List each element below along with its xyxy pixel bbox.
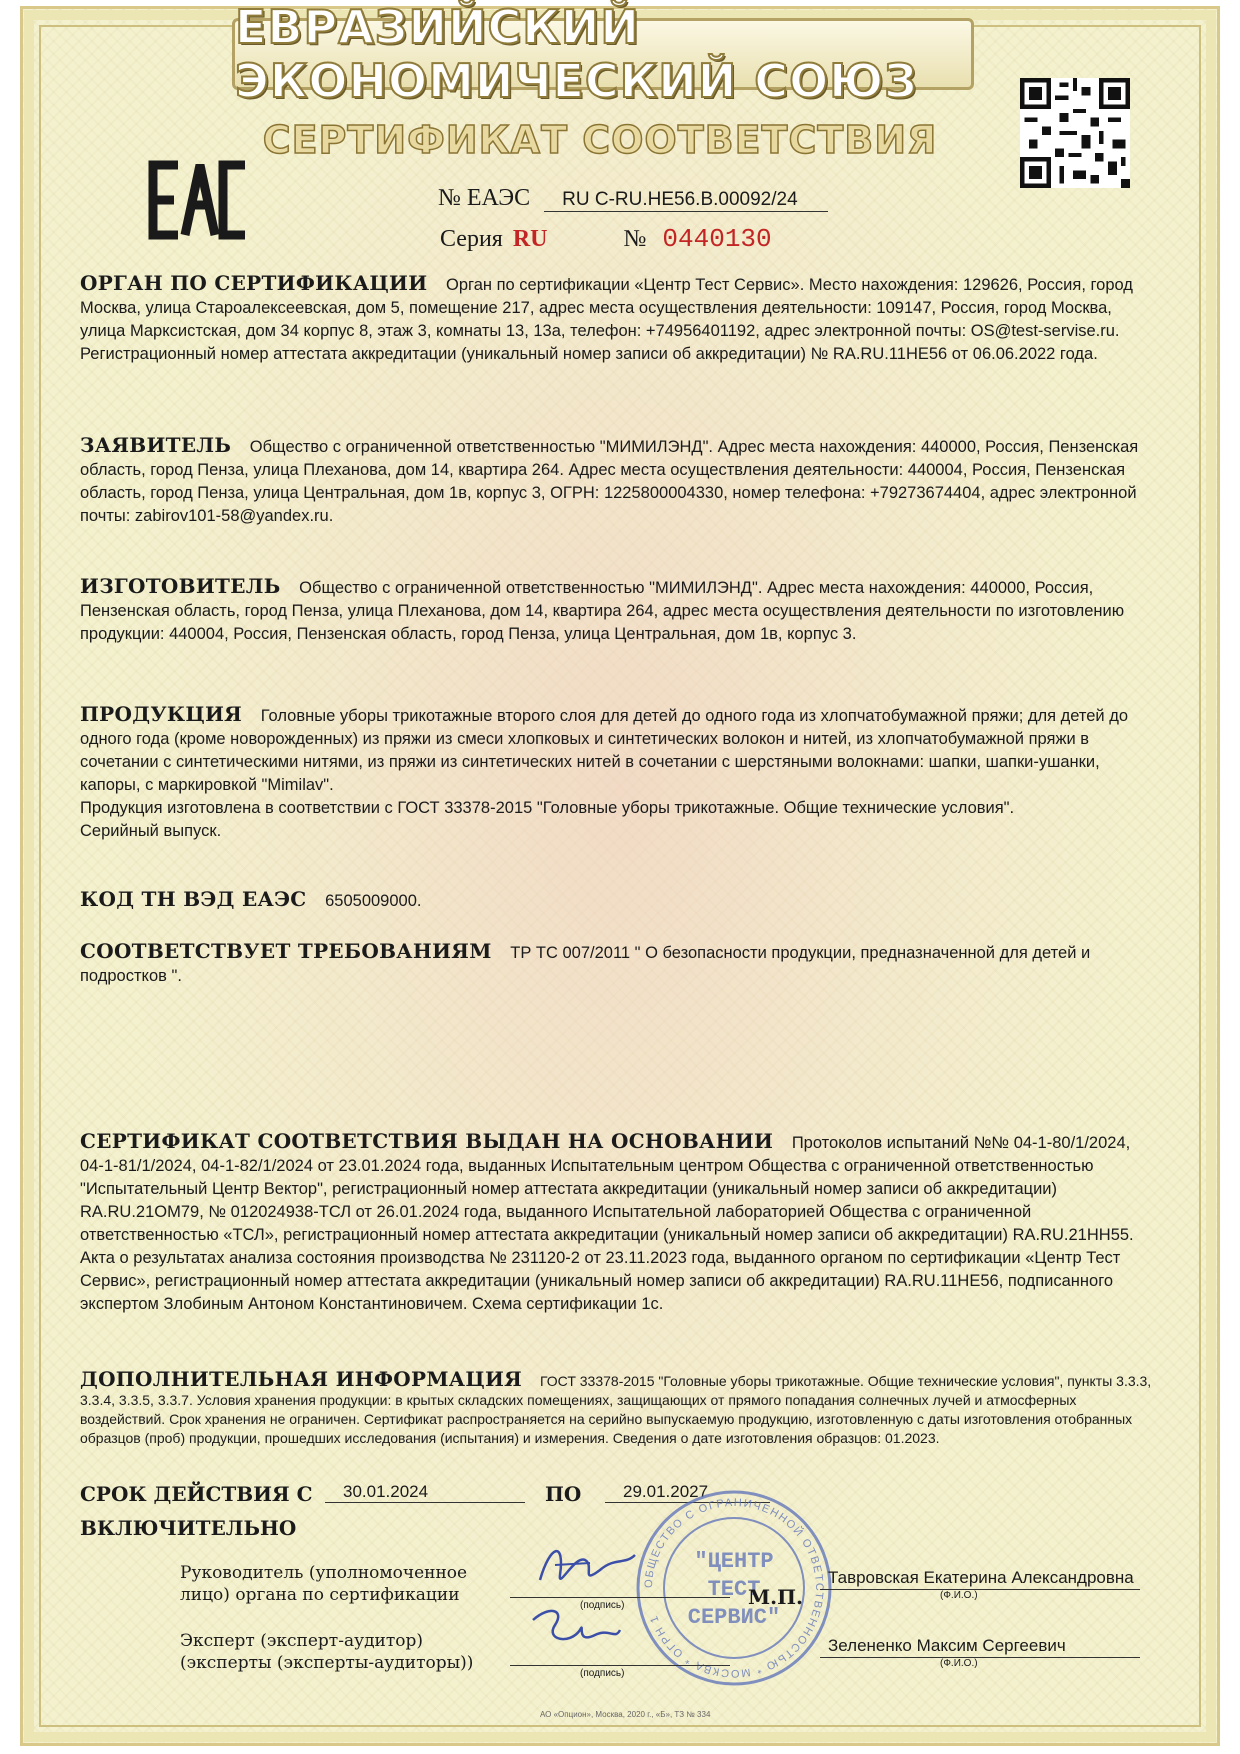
section-applicant [80,434,1158,528]
section-label: ПРОДУКЦИЯ [80,702,243,726]
eac-logo [148,160,248,240]
name-line [820,1657,1140,1658]
section-text: ГОСТ 33378-2015 "Головные уборы трикотажные. Общие технические условия", пункты 3.3.3, 3.3.4, 3.3.5, 3.3.7. Условия хранения продукции: в крытых складских помещениях, защищающих от прямого попадания солнечных лучей и атмосферных воздействий. Срок хранения не ограничен. Сертификат распространяется на серийно выпускаемую продукцию, изготовленную с даты изготовления отобранных образцов (проб) продукции, прошедших исследования (испытания) и измерения. Сведения о дате изготовления образцов: 01.2023. [80,1373,1152,1446]
fio-caption: (Ф.И.О.) [940,1590,978,1601]
certificate-number: RU C-RU.HE56.B.00092/24 [544,189,828,212]
fio-caption: (Ф.И.О.) [940,1658,978,1669]
section-text: 6505009000. [325,892,422,910]
inclusive-label: ВКЛЮЧИТЕЛЬНО [80,1516,297,1540]
product-release-type: Серийный выпуск. [80,822,222,840]
number-label: № ЕАЭС [438,185,531,211]
section-tnved [80,888,1158,913]
stamp-center-text: "ЦЕНТР ТЕСТ СЕРВИС" [687,1549,781,1630]
head-name: Тавровская Екатерина Александровна [828,1568,1134,1587]
union-title: ЕВРАЗИЙСКИЙ ЭКОНОМИЧЕСКИЙ СОЮЗ [235,0,918,108]
section-text: Общество с ограниченной ответственностью "МИМИЛЭНД". Адрес места нахождения: 440000, Россия, Пензенская область, город Пенза, улица Плеханова, дом 14, квартира 264. Адрес места осуществления деятельности: 440004, Россия, Пензенская область, город Пенза, улица Центральная, дом 1в, корпус 3, ОГРН: 1225800004330, номер телефона: +79273674404, адрес электронной почты: zabirov101-58@yandex.ru. [80,438,1139,525]
series-line [440,224,772,254]
section-basis [80,1130,1158,1316]
valid-to-date: 29.01.2027 [605,1482,770,1503]
document-title: СЕРТИФИКАТ СООТВЕТСТВИЯ [262,118,938,162]
section-manufacturer [80,575,1158,646]
stamp-ring-text: ОБЩЕСТВО С ОГРАНИЧЕННОЙ ОТВЕТСТВЕННОСТЬЮ * МОСКВА * ОГРН 1 [642,1496,826,1680]
signature-line [510,1665,730,1666]
section-label: СООТВЕТСТВУЕТ ТРЕБОВАНИЯМ [80,939,492,963]
section-product [80,703,1158,843]
valid-from-date: 30.01.2024 [325,1482,525,1503]
head-role: Руководитель (уполномоченное лицо) органа по сертификации [180,1563,468,1605]
series-code: RU [512,226,548,252]
section-additional-info [80,1367,1158,1448]
qr-code-icon [1020,78,1130,188]
section-label: СЕРТИФИКАТ СООТВЕТСТВИЯ ВЫДАН НА ОСНОВАНИИ [80,1129,774,1153]
signature-caption: (подпись) [580,1600,625,1611]
section-label: ДОПОЛНИТЕЛЬНАЯ ИНФОРМАЦИЯ [80,1367,523,1391]
expert-role: Эксперт (эксперт-аудитор) (эксперты (эксперты-аудиторы)) [180,1631,474,1673]
section-certification-body [80,272,1158,366]
section-text: ТР ТС 007/2011 " О безопасности продукции, предназначенной для детей и подростков ". [80,944,1091,985]
section-label: КОД ТН ВЭД ЕАЭС [80,887,307,911]
section-label: ИЗГОТОВИТЕЛЬ [80,574,281,598]
certificate-number-line [438,185,828,212]
valid-to-label: ПО [545,1482,582,1506]
section-text: Орган по сертификации «Центр Тест Сервис». Место нахождения: 129626, Россия, город Москва, улица Староалексеевская, дом 5, помещение 217, адрес места осуществления деятельности: 109147, Россия, город Москва, улица Марксистская, дом 34 корпус 8, этаж 3, комнаты 13, 13а, телефон: +74956401192, адрес электронной почты: OS@test-servise.ru. Регистрационный номер аттестата аккредитации (уникальный номер записи об аккредитации) № RA.RU.11HE56 от 06.06.2022 года. [80,276,1133,363]
section-text: Общество с ограниченной ответственностью "МИМИЛЭНД". Адрес места нахождения: 440000, Россия, Пензенская область, город Пенза, улица Плеханова, дом 14, квартира 264, адрес места осуществления деятельности по изготовлению продукции: 440004, Россия, Пензенская область, город Пенза, улица Центральная, дом 1в, корпус 3. [80,579,1125,643]
union-banner [232,0,974,108]
seal-label: М.П. [748,1585,803,1609]
valid-from-label: СРОК ДЕЙСТВИЯ С [80,1482,313,1506]
head-signature [530,1535,640,1595]
organization-stamp [634,1488,834,1688]
signature-caption: (подпись) [580,1668,625,1679]
product-standard: Продукция изготовлена в соответствии с ГОСТ 33378-2015 "Головные уборы трикотажные. Общие технические условия". [80,799,1015,817]
section-text: Головные уборы трикотажные второго слоя для детей до одного года из хлопчатобумажной пряжи; для детей до одного года (кроме новорожденных) из пряжи из смеси хлопковых и синтетических волокон и нитей, из хлопчатобумажной пряжи в сочетании с синтетическими нитями, из пряжи из синтетических нитей в сочетании с шерстяными волокнами: шапки, шапки-ушанки, капоры, с маркировкой "Mimilav". [80,707,1129,794]
name-line [820,1589,1140,1590]
section-requirements [80,940,1158,988]
signature-line [510,1597,730,1598]
printer-footer: АО «Опцион», Москва, 2020 г., «Б», ТЗ № 334 [540,1710,711,1719]
expert-name: Зелененко Максим Сергеевич [828,1636,1066,1655]
form-number: 0440130 [662,224,772,254]
section-label: ЗАЯВИТЕЛЬ [80,433,232,457]
section-label: ОРГАН ПО СЕРТИФИКАЦИИ [80,271,428,295]
form-number-label: № [623,226,647,252]
section-text: Протоколов испытаний №№ 04-1-80/1/2024, 04-1-81/1/2024, 04-1-82/1/2024 от 23.01.2024 года, выданных Испытательным центром Общества с ограниченной ответственностью "Испытательный Центр Вектор", регистрационный номер аттестата аккредитации (уникальный номер записи об аккредитации) RA.RU.21OM79, № 012024938-ТСЛ от 26.01.2024 года, выданного Испытательной лабораторией Общества с ограниченной ответственностью «ТСЛ», регистрационный номер аттестата аккредитации (уникальный номер записи об аккредитации) RA.RU.21HH55. Акта о результатах анализа состояния производства № 231120-2 от 23.11.2023 года, выданного органом по сертификации «Центр Тест Сервис», регистрационный номер аттестата аккредитации (уникальный номер записи об аккредитации) RA.RU.11HE56, подписанного экспертом Злобиным Антоном Константиновичем. Схема сертификации 1с. [80,1134,1134,1313]
series-label: Серия [440,226,503,252]
